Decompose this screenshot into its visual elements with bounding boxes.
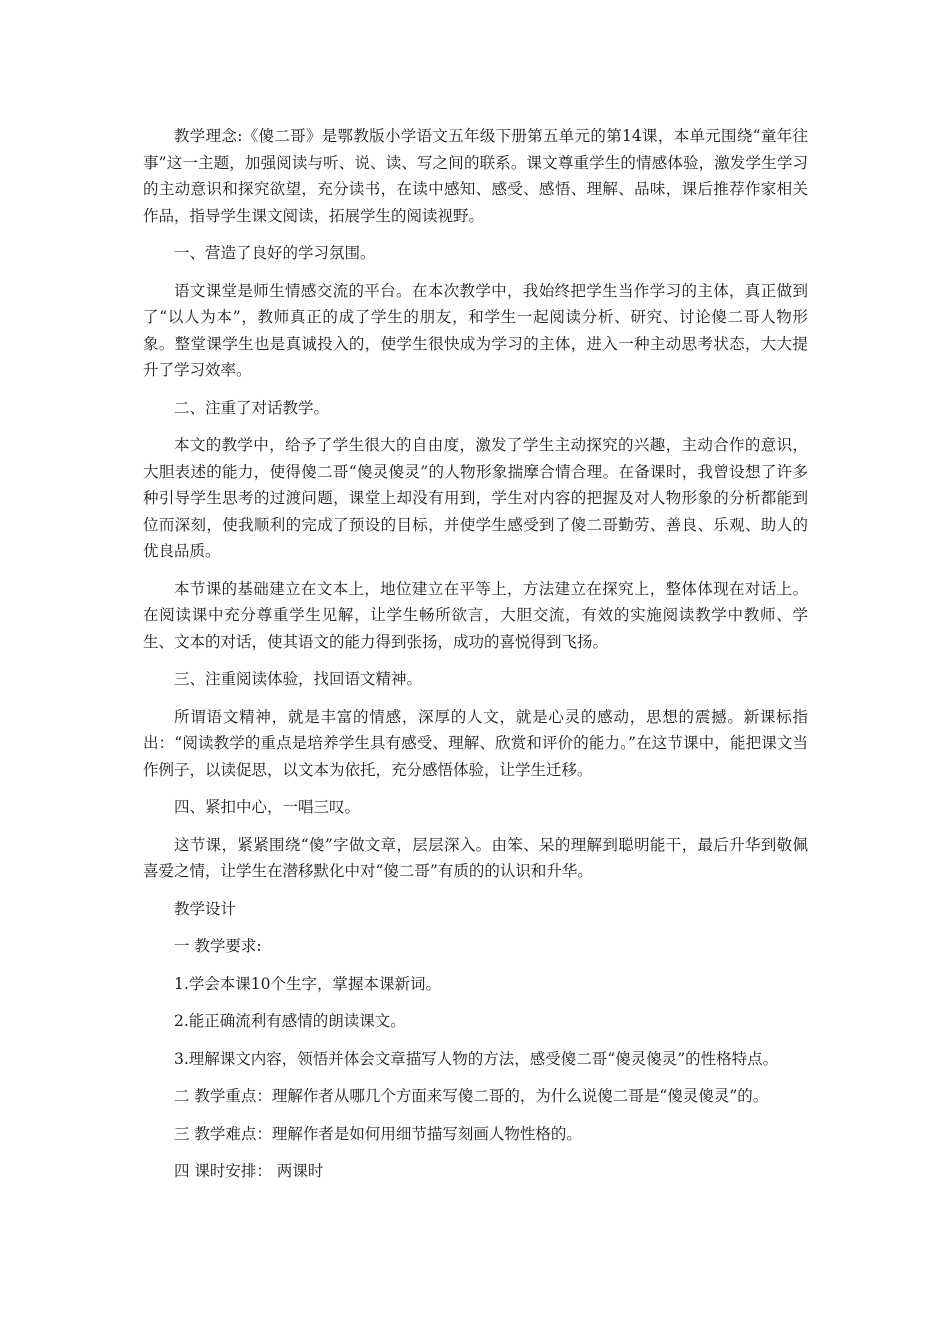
difficult-points: 三 教学难点：理解作者是如何用细节描写刻画人物性格的。 [174,1124,582,1143]
body-paragraph: 本节课的基础建立在文本上，地位建立在平等上，方法建立在探究上，整体体现在对话上。在阅读课中充分尊重学生见解，让学生畅所欲言，大胆交流，有效的实施阅读教学中教师、学生、文本的对话，使其语文的能力得到张扬，成功的喜悦得到飞扬。 [143,579,808,651]
intro-paragraph: 教学理念:《傻二哥》是鄂教版小学语文五年级下册第五单元的第14课，本单元围绕“童年往事”这一主题，加强阅读与听、说、读、写之间的联系。课文尊重学生的情感体验，激发学生学习的主动意识和探究欲望，充分读书，在读中感知、感受、感悟、理解、品味，课后推荐作家相关作品，指导学生课文阅读，拓展学生的阅读视野。 [143,127,808,225]
section-heading-1: 一、营造了良好的学习氛围。 [174,244,376,262]
section-heading-4: 四、紧扣中心，一唱三叹。 [174,798,361,816]
requirement-item: 2.能正确流利有感情的朗读课文。 [174,1012,406,1030]
document-body [143,123,808,1196]
body-paragraph: 本文的教学中，给予了学生很大的自由度，激发了学生主动探究的兴趣，主动合作的意识，大胆表述的能力，使得傻二哥“傻灵傻灵”的人物形象揣摩合情合理。在备课时，我曾设想了许多种引导学生思考的过渡问题，课堂上却没有用到，学生对内容的把握及对人物形象的分析都能到位而深刻，使我顺利的完成了预设的目标，并使学生感受到了傻二哥勤劳、善良、乐观、助人的优良品质。 [143,436,808,560]
body-paragraph: 这节课，紧紧围绕“傻”字做文章，层层深入。由笨、呆的理解到聪明能干，最后升华到敬佩喜爱之情，让学生在潜移默化中对“傻二哥”有质的的认识和升华。 [143,835,808,880]
key-points: 二 教学重点：理解作者从哪几个方面来写傻二哥的，为什么说傻二哥是“傻灵傻灵”的。 [174,1087,769,1105]
section-heading-3: 三、注重阅读体验，找回语文精神。 [174,670,423,688]
teaching-design-title: 教学设计 [174,899,237,918]
requirement-item: 3.理解课文内容，领悟并体会文章描写人物的方法，感受傻二哥“傻灵傻灵”的性格特点。 [174,1049,779,1068]
section-heading-2: 二、注重了对话教学。 [174,398,330,417]
body-paragraph: 语文课堂是师生情感交流的平台。在本次教学中，我始终把学生当作学习的主体，真正做到了“以人为本”，教师真正的成了学生的朋友，和学生一起阅读分析、研究、讨论傻二哥人物形象。整堂课学生也是真诚投入的，使学生很快成为学习的主体，进入一种主动思考状态，大大提升了学习效率。 [143,281,808,379]
class-schedule: 四 课时安排： 两课时 [174,1162,324,1180]
body-paragraph: 所谓语文精神，就是丰富的情感，深厚的人文，就是心灵的感动，思想的震撼。新课标指出：“阅读教学的重点是培养学生具有感受、理解、欣赏和评价的能力。”在这节课中，能把课文当作例子，以读促思，以文本为依托，充分感悟体验，让学生迁移。 [143,707,808,779]
requirements-heading: 一 教学要求: [174,937,262,955]
requirement-item: 1.学会本课10个生字，掌握本课新词。 [174,974,442,993]
